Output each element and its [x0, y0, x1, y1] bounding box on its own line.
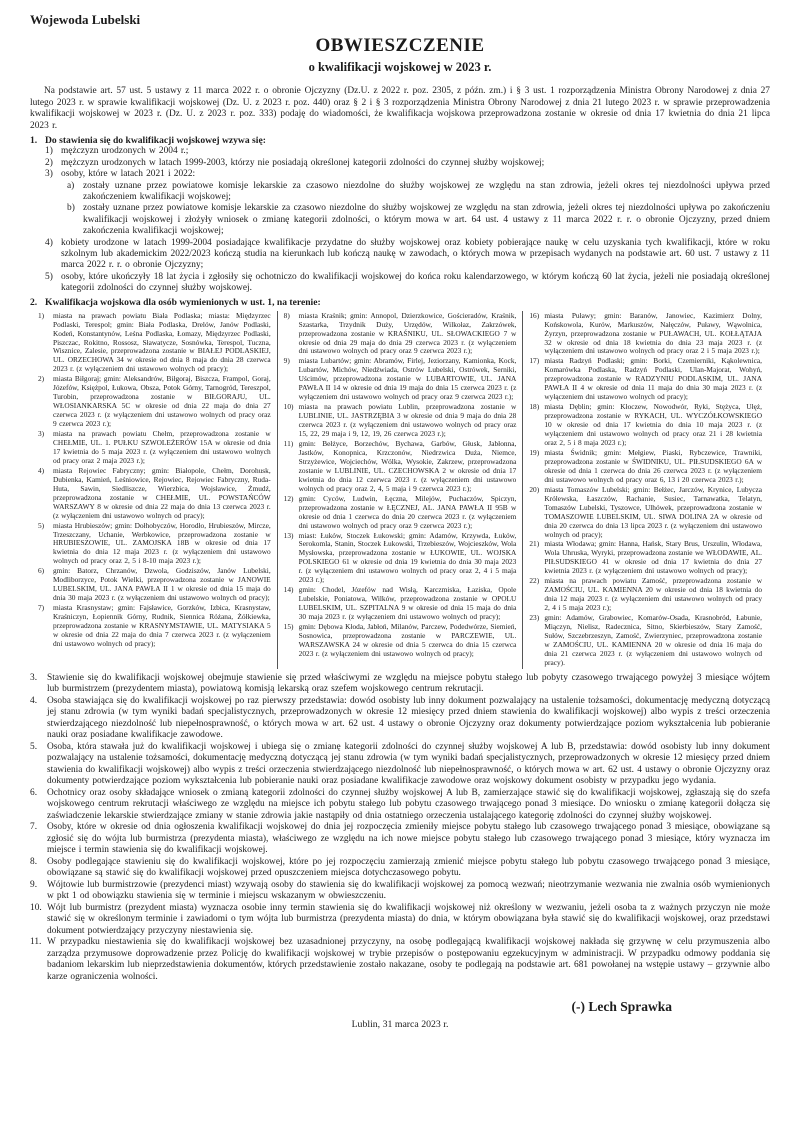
note-item-label: 5. — [30, 741, 38, 752]
locality-item-text: miasta Radzyń Podlaski; gmin: Borki, Czemierniki, Kąkolewnica, Komarówka Podlaska, Radzyń Podlaski, Ulan-Majorat, Wohyń, przeprowadzona zostanie w RADZYNIU PODLASKIM, UL. JANA PAWŁA II 4 w okresie od dnia 11 maja do dnia 30 maja 2023 r. (z wyłączeniem dni ustawowo wolnych od pracy); — [544, 356, 763, 402]
locality-item-label: 15) — [283, 622, 294, 632]
locality-item — [529, 614, 762, 668]
list-item-label: 2) — [45, 157, 53, 168]
locality-item-label: 19) — [529, 447, 540, 457]
locality-item-text: gmin: Adamów, Grabowiec, Komarów-Osada, Krasnobród, Łabunie, Miączyn, Nielisz, Radecznica, Sitno, Skierbieszów, Stary Zamość, Sułów, Szczebrzeszyn, Zamość, Zwierzyniec, przeprowadzona zostanie w ZAMOŚCIU, UL. KAMIENNA 20 w okresie od dnia 16 maja do dnia 21 czerwca 2023 r. (z wyłączeniem dni ustawowo wolnych od pracy). — [544, 613, 763, 667]
section-1-heading-row — [30, 135, 770, 146]
locality-item-text: gmin: Chodel, Józefów nad Wisłą, Karczmiska, Łaziska, Opole Lubelskie, Poniatowa, Wilków, przeprowadzona zostanie w OPOLU LUBELSKIM, UL. SZPITALNA 9 w okresie od dnia 15 maja do dnia 30 maja 2023 r. (z wyłączeniem dni ustawowo wolnych od pracy); — [298, 585, 517, 622]
note-item-text: Osoby podlegające stawieniu się do kwalifikacji wojskowej, które po jej rozpoczęciu zamierzają zmienić miejsce pobytu stałego lub pobytu czasowego trwającego ponad 3 miesiące, obowiązane są stawić się do kwalifikacji wojskowej przed opuszczeniem miejsca dotychczasowego pobytu. — [47, 856, 770, 879]
locality-item-label: 12) — [283, 493, 294, 503]
list-item-text: osoby, które ukończyły 18 lat życia i zgłosiły się ochotniczo do kwalifikacji wojskowej do końca roku kalendarzowego, w którym kończą 60 lat życia, jeżeli nie posiadają określonej kategorii zdolności do czynnej służby wojskowej. — [61, 271, 770, 294]
locality-item — [38, 567, 271, 603]
locality-item-text: miasta Krasnystaw; gmin: Fajsławice, Gorzków, Izbica, Krasnystaw, Kraśniczyn, Łopiennik Górny, Rudnik, Siennica Różana, Żółkiewka, przeprowadzona zostanie w KRASNYMSTAWIE, UL. MATYSIAKA 5 w okresie od dnia 22 maja do dnia 7 czerwca 2023 r. (z wyłączeniem dni ustawowo wolnych od pracy); — [53, 603, 271, 648]
locality-item-text: miasta Świdnik; gmin: Mełgiew, Piaski, Rybczewice, Trawniki, przeprowadzona zostanie w ŚWIDNIKU, UL. PIŁSUDSKIEGO 6A w okresie od dnia 1 czerwca do dnia 26 czerwca 2023 r. (z wyłączeniem dni ustawowo wolnych od pracy oraz 6, 13 i 20 czerwca 2023 r.); — [544, 447, 763, 484]
locality-item — [529, 357, 762, 402]
list-item-label: 1) — [45, 146, 53, 157]
section-2-heading-row — [30, 297, 770, 308]
note-item — [30, 880, 770, 903]
list-item-label: 5) — [45, 271, 53, 282]
locality-item-label: 5) — [38, 520, 45, 530]
locality-item-text: miasta na prawach powiatu Chełm, przeprowadzona zostanie w CHEŁMIE, UL. 1. PUŁKU SZWOLEŻERÓW 15A w okresie od dnia 17 kwietnia do 5 maja 2023 r. (z wyłączeniem dni ustawowo wolnych od pracy oraz 2 maja 2023 r.); — [53, 429, 271, 465]
locality-item-label: 13) — [283, 530, 294, 540]
locality-item-label: 21) — [529, 539, 540, 549]
call-up-list-item — [67, 181, 770, 204]
note-item — [30, 937, 770, 983]
list-item-label: 3) — [45, 169, 53, 180]
list-item-label: 4) — [45, 237, 53, 248]
locality-item — [529, 486, 762, 540]
locality-item-label: 20) — [529, 484, 540, 494]
locality-item — [38, 312, 271, 375]
locality-item-label: 3) — [38, 429, 45, 439]
locality-item — [284, 403, 517, 439]
note-item — [30, 857, 770, 880]
locality-item — [529, 403, 762, 448]
note-item — [30, 696, 770, 742]
note-item-text: Ochotnicy oraz osoby składające wniosek o zmianą kategorii zdolności do czynnej służby wojskowej A lub B, zamierzające stawić się do kwalifikacji wojskowej, zgłaszają się do szefa wojskowego centrum rekrutacji właściwego ze względu na miejsce ich pobytu stałego lub pobytu czasowego trwającego ponad 3 miesiące. Do wniosku o zmianę kategorii dołącza się zaświadczenie lekarskie stwierdzające zmiany w stanie zdrowia jakie nastąpiły od dnia ostatniego orzeczenia ustalającego kategorię zdolności do czynnej służby wojskowej. — [47, 787, 770, 821]
section-1-items — [45, 146, 770, 294]
note-item — [30, 903, 770, 938]
document-title: OBWIESZCZENIE — [315, 35, 485, 56]
locality-item — [529, 449, 762, 485]
call-up-list-item — [45, 272, 770, 295]
note-item-label: 9. — [30, 879, 38, 890]
list-item-text: zostały uznane przez powiatowe komisje lekarskie za czasowo niezdolne do służby wojskowej ze względu na stan zdrowia, jeżeli okres tej niezdolności upływa przed zakończeniem kwalifikacji wojskowej; — [83, 180, 770, 202]
list-item-text: mężczyzn urodzonych w 2004 r.; — [61, 146, 189, 157]
locality-item — [284, 440, 517, 494]
locality-item-label: 9) — [283, 356, 290, 366]
note-item-text: Osoba, która stawała już do kwalifikacji wojskowej i ubiega się o zmianę kategorii zdolności do czynnej służby wojskowej A lub B, przedstawia: dowód osobisty lub inny dokument pozwalający na ustalenie tożsamości, dokumentację medyczną dotyczącą jej stanu zdrowia (w tym wyniki badań specjalistycznych, przeprowadzonych w okresie 12 miesięcy przed dniem stawienia do kwalifikacji wojskowej) albo wypis z treści orzeczenia stwierdzającego niezdolność lub niepełnosprawność, o których mowa w art. 62 ust. 4 ustawy o obronie Ojczyzny oraz dokumenty potwierdzające poziom wykształcenia lub pobieranie nauki oraz posiadane kwalifikacje zawodowe oraz wojskowy dokument osobisty w przypadku jego wydania. — [47, 741, 770, 787]
locality-item-label: 16) — [529, 310, 540, 320]
section-2-heading: Kwalifikacja wojskowa dla osób wymienionych w ust. 1, na terenie: — [45, 296, 321, 308]
section-1-number: 1. — [30, 135, 38, 147]
locality-item-label: 2) — [38, 374, 45, 384]
locality-item — [284, 532, 517, 586]
note-item-text: Stawienie się do kwalifikacji wojskowej obejmuje stawienie się przed właściwymi ze względu na miejsce pobytu stałego lub pobyty czasowego trwającego powyżej 3 miesiące wójtem lub burmistrzem (prezydentem miasta), powiatową komisją lekarską oraz szefem wojskowego centrum rekrutacji. — [47, 672, 770, 695]
note-item-label: 3. — [30, 672, 38, 683]
document-subtitle: o kwalifikacji wojskowej w 2023 r. — [308, 60, 492, 74]
locality-item-text: gmin: Cyców, Ludwin, Łęczna, Milejów, Puchaczów, Spiczyn, przeprowadzona zostanie w ŁĘCZNEJ, AL. JANA PAWŁA II 95B w okresie od dnia 1 czerwca do dnia 20 czerwca 2023 r. (z wyłączeniem dni ustawowo wolnych od pracy oraz 9 czerwca 2023 r.); — [298, 493, 517, 530]
locality-item — [529, 577, 762, 613]
locality-columns — [32, 311, 768, 669]
note-item-text: Osoby, które w okresie od dnia ogłoszenia kwalifikacji wojskowej do dnia jej rozpoczęcia zmieniły miejsce pobytu stałego lub czasowego trwającego ponad 3 miesiące, obowiązane są zgłosić się do wójta lub burmistrza (prezydenta miasta), właściwego ze względu na ich nowe miejsce pobytu stałego lub czasowego trwającego ponad 3 miesiące, który wyznacza im miejsce i termin stawienia się do kwalifikacji wojskowej. — [47, 822, 770, 856]
note-item-text: W przypadku niestawienia się do kwalifikacji wojskowej bez uzasadnionej przyczyny, na osobę podlegającą kwalifikacji wojskowej nakłada się grzywnę w celu przymuszenia albo zarządza przymusowe doprowadzenie przez Policję do kwalifikacji wojskowej w trybie przepisów o postępowaniu egzekucyjnym w administracji. W przypadku odmowy poddania się badaniom lekarskim lub nieprzedstawienia dokumentów, których przedstawienie zostało nakazane, osoby te podlegają na podstawie art. 681 powołanej na wstępie ustawy – grzywnie albo karze ograniczenia wolności. — [47, 937, 770, 982]
locality-item-text: miasta Włodawa; gmin: Hanna, Hańsk, Stary Brus, Urszulin, Włodawa, Wola Uhruska, Wyryki, przeprowadzona zostanie we WŁODAWIE, AL. PIŁSUDSKIEGO 41 w okresie od dnia 17 kwietnia do dnia 27 kwietnia 2023 r. (z wyłączeniem dni ustawowo wolnych od pracy); — [544, 539, 763, 576]
note-item-text: Wójt lub burmistrz (prezydent miasta) wyznacza osobie inny termin stawienia się do kwalifikacji wojskowej niż określony w wezwaniu, jeżeli osoba ta z ważnych przyczyn nie może stawić się w określonym terminie i zawiadomi o tym wójta lub burmistrza (prezydenta miasta) do dnia, w którym obowiązana była stawić się do kwalifikacji wojskowej, oraz przedstawi dokument potwierdzający przyczyny niestawienia się. — [47, 902, 770, 936]
locality-item-label: 10) — [283, 402, 294, 412]
locality-item-label: 17) — [529, 356, 540, 366]
locality-item-text: miasta Hrubieszów; gmin: Dołhobyczów, Horodło, Hrubieszów, Mircze, Trzeszczany, Uchanie, Werbkowice, przeprowadzona zostanie w HRUBIESZOWIE, UL. ZAMOJSKA 18B w okresie od dnia 17 kwietnia do dnia 12 maja 2023 r. (z wyłączeniem dni ustawowo wolnych od pracy oraz 2, 5 i 8-10 maja 2023 r.); — [53, 520, 271, 566]
locality-item — [38, 375, 271, 429]
locality-item-label: 4) — [38, 465, 45, 475]
locality-item — [38, 430, 271, 466]
locality-item — [529, 312, 762, 357]
list-item-label: a) — [67, 180, 75, 191]
section-2 — [30, 297, 770, 669]
note-item — [30, 673, 770, 696]
note-item-text: Wójtowie lub burmistrzowie (prezydenci miast) wzywają osoby do stawienia się do kwalifikacji wojskowej za pomocą wezwań; nieotrzymanie wezwania nie zwalnia osób wymienionych w pkt 1 od obowiązku stawienia się w terminie i miejscu wskazanym w obwieszczeniu. — [47, 879, 770, 902]
locality-item-text: gmin: Batorz, Chrzanów, Dzwola, Godziszów, Janów Lubelski, Modliborzyce, Potok Wielki, przeprowadzona zostanie w JANOWIE LUBELSKIM, UL. JANA PAWŁA II 1 w okresie od dnia 15 maja do dnia 30 maja 2023 r. (z wyłączeniem dni ustawowo wolnych od pracy); — [53, 566, 271, 603]
locality-item-label: 6) — [38, 566, 45, 576]
locality-item — [38, 604, 271, 649]
locality-item-label: 7) — [38, 603, 45, 613]
place-date: Lublin, 31 marca 2023 r. — [351, 1019, 449, 1031]
note-item-label: 10. — [30, 902, 42, 913]
locality-item — [529, 540, 762, 576]
call-up-list-item — [45, 169, 770, 180]
note-item-label: 11. — [30, 937, 42, 948]
notes-list — [30, 673, 770, 984]
note-item-label: 4. — [30, 695, 38, 706]
locality-item-text: gmin: Bełżyce, Borzechów, Bychawa, Garbów, Głusk, Jabłonna, Jastków, Konopnica, Krzczonów, Niedrzwica Duża, Niemce, Strzyżewice, Wojciechów, Wólka, Wysokie, Zakrzew, przeprowadzona zostanie w LUBLINIE, UL. CZECHOWSKA 2 w okresie od dnia 17 kwietnia do dnia 12 czerwca 2023 r. (z wyłączeniem dni ustawowo wolnych od pracy oraz 2, 4, 5 maja i 9 czerwca 2023 r.); — [298, 439, 517, 493]
section-2-number: 2. — [30, 296, 38, 308]
section-1-heading: Do stawienia się do kwalifikacji wojskowej wzywa się: — [45, 135, 266, 147]
list-item-text: kobiety urodzone w latach 1999-2004 posiadające kwalifikacje przydatne do służby wojskowej oraz kobiety pobierające naukę w celu uzyskania tych kwalifikacji, które w roku szkolnym lub akademickim 2022/2023 kończą studia na kierunkach lub kończą naukę w zawodach, o których mowa w przepisach wydanych na podstawie art. 60 ust. 7 ustawy z 11 marca 2022 r. r. o obronie Ojczyzny; — [61, 237, 770, 271]
locality-item-text: gmin: Dębowa Kłoda, Jabłoń, Milanów, Parczew, Podedwórze, Siemień, Sosnowica, przeprowadzona zostanie w PARCZEWIE, UL. WARSZAWSKA 24 w okresie od dnia 5 czerwca do dnia 15 czerwca 2023 r. (z wyłączeniem dni ustawowo wolnych od pracy); — [298, 622, 517, 658]
locality-item — [284, 312, 517, 357]
locality-item-text: miasta Rejowiec Fabryczny; gmin: Białopole, Chełm, Dorohusk, Dubienka, Kamień, Leśniowice, Rejowiec, Rejowiec Fabryczny, Ruda-Huta, Sawin, Siedliszcze, Wierzbica, Wojsławice, Żmudź, przeprowadzona zostanie w CHEŁMIE, UL. POWSTAŃCÓW WARSZAWY 8 w okresie od dnia 22 maja do dnia 13 czerwca 2023 r. (z wyłączeniem dni ustawowo wolnych od pracy); — [53, 465, 271, 520]
locality-item — [38, 522, 271, 567]
locality-item-label: 11) — [283, 439, 294, 448]
locality-item-text: miasta Lubartów; gmin: Abramów, Firlej, Jeziorzany, Kamionka, Kock, Lubartów, Michów, Niedźwiada, Ostrów Lubelski, Ostrówek, Serniki, Uścimów, przeprowadzona zostanie w LUBARTOWIE, UL. JANA PAWŁA II 14 w okresie od dnia 19 maja do dnia 15 czerwca 2023 r. (z wyłączeniem dni ustawowo wolnych od pracy oraz 9 czerwca 2023 r.); — [298, 356, 517, 402]
locality-item — [284, 495, 517, 531]
section-1 — [30, 135, 770, 294]
list-item-text: zostały uznane przez powiatowe komisje lekarskie za czasowo niezdolne do służby wojskowej ze względu na stan zdrowia, jeżeli okres tej niezdolności upływa po zakończeniu kwalifikacji wojskowej i złożyły wniosek o zmianę kategorii zdolności, o którym mowa w art. 64 ust. 4 ustawy z 11 marca 2022 r. r. o obronie Ojczyzny, przed dniem zakończenia kwalifikacji wojskowej; — [83, 203, 770, 237]
issuer-name: Wojewoda Lubelski — [30, 12, 141, 27]
list-item-text: osoby, które w latach 2021 i 2022: — [61, 169, 196, 180]
locality-column-3 — [522, 311, 768, 669]
call-up-list-item — [45, 158, 770, 169]
call-up-list-item — [45, 146, 770, 157]
call-up-list-item — [45, 238, 770, 272]
locality-item — [284, 357, 517, 402]
note-item-text: Osoba stawiająca się do kwalifikacji wojskowej po raz pierwszy przedstawia: dowód osobisty lub inny dokument pozwalający na ustalenie tożsamości, dokumentację medyczną dotyczącą jej stanu zdrowia (w tym wyniki badań specjalistycznych, przeprowadzonych w okresie 12 miesięcy przed dniem stawienia do kwalifikacji wojskowej) albo wypis z treści orzeczenia stwierdzającego niezdolność lub niepełnosprawność, o których mowa w art. 62 ust. 4 ustawy o obronie Ojczyzny oraz dokumenty potwierdzające poziom wykształcenia lub pobieranie nauki oraz posiadane kwalifikacje zawodowe. — [47, 695, 770, 741]
note-item — [30, 742, 770, 788]
locality-item-text: miasta Dęblin; gmin: Kłoczew, Nowodwór, Ryki, Stężyca, Ułęż, przeprowadzona zostanie w RYKACH, UL. WYCZÓŁKOWSKIEGO 10 w okresie od dnia 17 kwietnia do dnia 10 maja 2023 r. (z wyłączeniem dni ustawowo wolnych od pracy oraz 21 i 28 kwietnia oraz 2, 5 i 8 maja 2023 r.); — [544, 402, 763, 447]
signature: (-) Lech Sprawka — [571, 999, 672, 1015]
locality-item-label: 23) — [529, 613, 540, 623]
intro-paragraph: Na podstawie art. 57 ust. 5 ustawy z 11 marca 2022 r. o obronie Ojczyzny (Dz.U. z 2022 r. poz. 2305, z późn. zm.) i § 3 ust. 1 rozporządzenia Ministra Obrony Narodowej z dnia 27 lutego 2023 r. w sprawie kwalifikacji wojskowej (Dz. U. z 2023 r. poz. 440) oraz § 2 i § 3 rozporządzenia Ministra Obrony Narodowej z dnia 21 lutego 2023 r. w sprawie przeprowadzenia kwalifikacji wojskowej w 2023 r. (Dz. U. z 2023 r. poz. 333) podaję do wiadomości, że kwalifikacja wojskowa przeprowadzona zostanie w okresie od dnia 17 kwietnia do dnia 21 lipca 2023 r. — [30, 86, 770, 131]
locality-item-text: miasta na prawach powiatu Biała Podlaska; miasta: Międzyrzec Podlaski, Terespol; gmin: Biała Podlaska, Drelów, Janów Podlaski, Kodeń, Konstantynów, Leśna Podlaska, Łomazy, Międzyrzec Podlaski, Piszczac, Rokitno, Rossosz, Sławatycze, Sosnówka, Terespol, Tuczna, Wisznice, Zalesie, przeprowadzona zostanie w BIAŁEJ PODLASKIEJ, UL. ORZECHOWA 34 w okresie od dnia 8 maja do dnia 28 czerwca 2023 r. (z wyłączeniem dni ustawowo wolnych od pracy); — [53, 310, 271, 374]
note-item — [30, 788, 770, 823]
locality-item-text: miasta na prawach powiatu Lublin, przeprowadzona zostanie w LUBLINIE, UL. JASTRZĘBIA 3 w okresie od dnia 9 maja do dnia 28 czerwca 2023 r. (z wyłączeniem dni ustawowo wolnych od pracy oraz 15, 22, 29 maja i 9, 12, 19, 26 czerwca 2023 r.); — [298, 402, 517, 439]
locality-item-text: miasta na prawach powiatu Zamość, przeprowadzona zostanie w ZAMOŚCIU, UL. KAMIENNA 20 w okresie od dnia 18 kwietnia do dnia 12 maja 2023 r. (z wyłączeniem dni ustawowo wolnych od pracy 2, 4 i 5 maja 2023 r.); — [544, 576, 763, 613]
locality-item-label: 14) — [283, 585, 294, 595]
locality-item — [284, 586, 517, 622]
locality-item-label: 8) — [283, 310, 290, 320]
locality-item-text: miasta Kraśnik; gmin: Annopol, Dzierzkowice, Gościeradów, Kraśnik, Szastarka, Trzydnik Duży, Urzędów, Wilkołaz, Zakrzówek, przeprowadzona zostanie w KRAŚNIKU, UL. SŁOWACKIEGO 7 w okresie od dnia 29 maja do dnia 29 czerwca 2023 r. (z wyłączeniem dni ustawowo wolnych od pracy oraz 9 czerwca 2023 r.); — [298, 310, 517, 356]
note-item — [30, 822, 770, 857]
locality-item-label: 22) — [529, 576, 540, 586]
locality-item — [284, 623, 517, 659]
list-item-label: b) — [67, 203, 75, 214]
locality-column-2 — [277, 311, 523, 669]
note-item-label: 6. — [30, 787, 38, 798]
locality-item-text: miasta Biłgoraj; gmin: Aleksandrów, Biłgoraj, Biszcza, Frampol, Goraj, Józefów, Księżpol, Łukowa, Obsza, Potok Górny, Tarnogród, Tereszpol, Turobin, przeprowadzona zostanie w BIŁGORAJU, UL. WŁOSIANKARSKA 5C w okresie od dnia 22 maja do dnia 27 czerwca 2023 r. (z wyłączeniem dni ustawowo wolnych od pracy oraz 9 czerwca 2023 r.); — [53, 374, 271, 429]
locality-item-text: miasta Tomaszów Lubelski; gmin: Bełżec, Jarczów, Krynice, Lubycza Królewska, Łaszczów, Rachanie, Susiec, Tarnawatka, Telatyn, Tomaszów Lubelski, Tyszowce, Ulhówek, przeprowadzona zostanie w TOMASZOWIE LUBELSKIM, UL. SIWA DOLINA 2A w okresie od dnia 20 czerwca do dnia 13 lipca 2023 r. (z wyłączeniem dni ustawowo wolnych od pracy); — [544, 484, 763, 539]
locality-column-1 — [32, 311, 277, 669]
locality-item — [38, 467, 271, 521]
call-up-list-item — [67, 203, 770, 237]
note-item-label: 8. — [30, 856, 38, 867]
locality-item-label: 1) — [38, 310, 45, 320]
locality-item-label: 18) — [529, 402, 540, 412]
locality-item-text: miasta Puławy; gmin: Baranów, Janowiec, Kazimierz Dolny, Końskowola, Kurów, Markuszów, Nałęczów, Puławy, Wąwolnica, Żyrzyn, przeprowadzona zostanie w PUŁAWACH, UL. KOŁŁĄTAJA 32 w okresie od dnia 18 kwietnia do dnia 23 maja 2023 r. (z wyłączeniem dni ustawowo wolnych od pracy oraz 2 i 5 maja 2023 r.); — [544, 310, 763, 356]
locality-item-text: miast: Łuków, Stoczek Łukowski; gmin: Adamów, Krzywda, Łuków, Serokomla, Stanin, Stoczek Łukowski, Trzebieszów, Wojcieszków, Wola Mysłowska, przeprowadzona zostanie w ŁUKOWIE, UL. WOJSKA POLSKIEGO 61 w okresie od dnia 19 kwietnia do dnia 30 maja 2023 r. (z wyłączeniem dni ustawowo wolnych od pracy oraz 2, 4 i 5 maja 2023 r.); — [298, 530, 517, 585]
list-item-text: mężczyzn urodzonych w latach 1999-2003, którzy nie posiadają określonej kategorii zdolności do czynnej służby wojskowej; — [61, 157, 545, 168]
note-item-label: 7. — [30, 822, 38, 833]
